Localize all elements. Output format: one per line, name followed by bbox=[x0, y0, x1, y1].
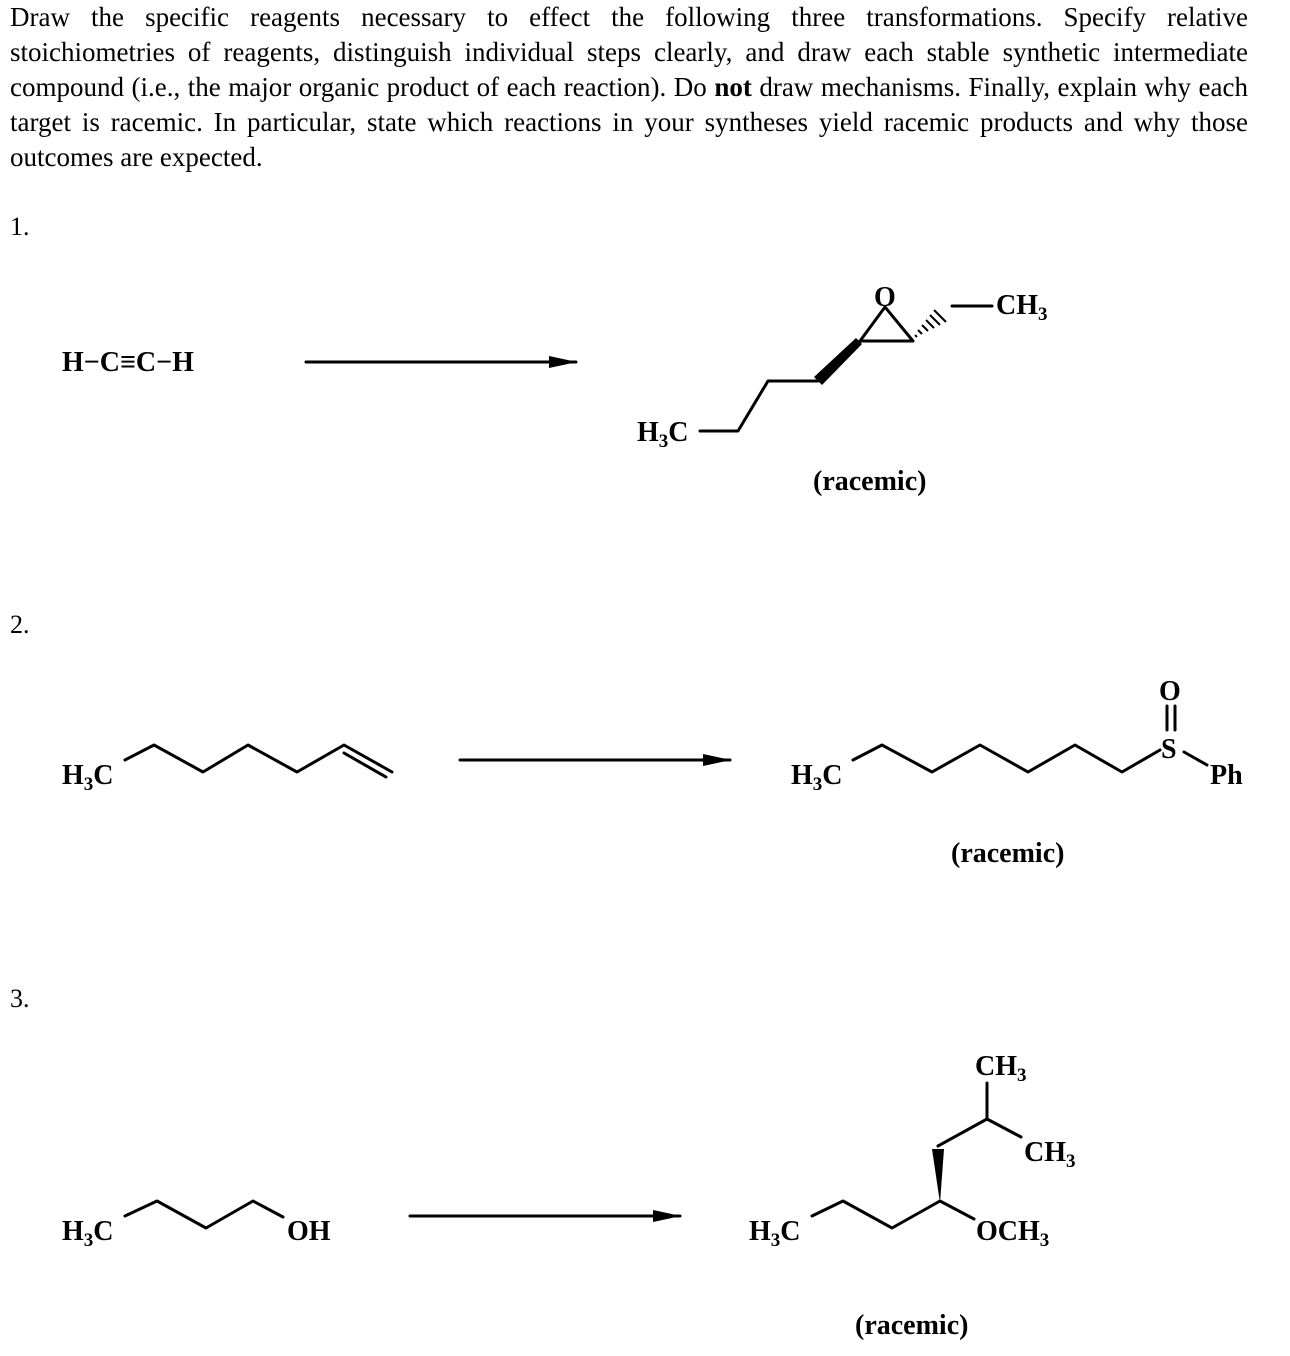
start-3-h3c-label: $H_3C$ bbox=[62, 1216, 114, 1251]
ether-product bbox=[749, 1051, 1076, 1341]
phenyl-label: Ph bbox=[1210, 760, 1243, 791]
octyl-chain bbox=[853, 745, 1160, 772]
sulfoxide-product bbox=[791, 676, 1243, 869]
problem-3-number: 3. bbox=[10, 984, 30, 1013]
problem-1 bbox=[62, 282, 1048, 497]
product-3-racemic-label: (racemic) bbox=[855, 1310, 969, 1341]
wedge-bond-3 bbox=[932, 1149, 944, 1203]
problem-1-number: 1. bbox=[10, 212, 30, 241]
butanol-chain bbox=[125, 1201, 283, 1228]
product-1-h3c-label: $H_3C$ bbox=[637, 417, 689, 452]
s-ph-bond bbox=[1184, 752, 1207, 765]
instructions-text-1: Draw the specific reagents necessary to effect the following three transformations. Specify relative stoichiometries of reagents, distinguish individual steps clearly, and draw each stable synthetic intermediate compound (i.e., the major organic product of each reaction). Do bbox=[10, 2, 1248, 102]
wedge-bond bbox=[814, 338, 862, 385]
heptene-start bbox=[62, 745, 392, 795]
sulfoxide-oxygen: O bbox=[1159, 676, 1181, 707]
main-chain bbox=[812, 1201, 974, 1228]
problem-3 bbox=[62, 1051, 1076, 1341]
problem-2 bbox=[62, 676, 1243, 869]
product-2-h3c-label: $H_3C$ bbox=[791, 760, 843, 795]
methoxy-label: $OCH_3$ bbox=[976, 1216, 1050, 1251]
acetylene-formula: H−C≡C−H bbox=[62, 347, 194, 378]
product-3-h3c-label: $H_3C$ bbox=[749, 1216, 801, 1251]
propyl-chain bbox=[700, 381, 818, 431]
butanol-start bbox=[62, 1201, 331, 1251]
start-2-h3c-label: $H_3C$ bbox=[62, 760, 114, 795]
instructions-text-2: draw mechanisms. Finally, explain why each target is racemic. In particular, state which reactions in your syntheses yield racemic products and why those outcomes are expected. bbox=[10, 72, 1248, 172]
instructions-bold-not: not bbox=[714, 72, 752, 102]
epoxide-product bbox=[637, 282, 1048, 497]
hydroxyl-label: OH bbox=[287, 1216, 331, 1247]
right-ch3-label: $CH_3$ bbox=[1024, 1137, 1076, 1172]
product-1-racemic-label: (racemic) bbox=[813, 466, 927, 497]
epoxide-oxygen: O bbox=[874, 282, 896, 313]
top-ch3-label: $CH_3$ bbox=[975, 1051, 1027, 1086]
product-1-ch3-label: $CH_3$ bbox=[996, 290, 1048, 325]
isopropyl-branch bbox=[938, 1119, 1021, 1146]
product-2-racemic-label: (racemic) bbox=[951, 838, 1065, 869]
problem-2-number: 2. bbox=[10, 610, 30, 639]
sulfur-atom: S bbox=[1161, 734, 1177, 765]
hash-bond bbox=[915, 310, 946, 337]
